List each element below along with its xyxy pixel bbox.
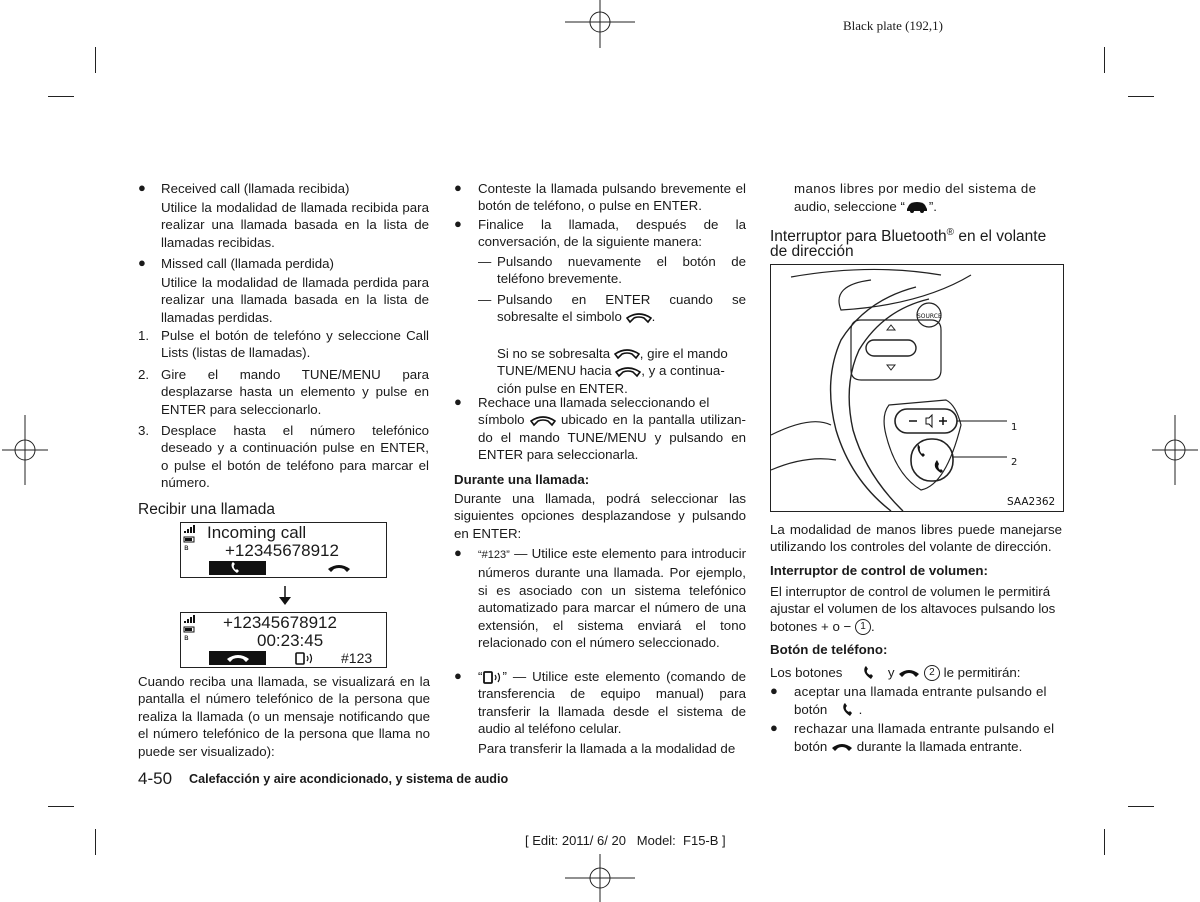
car-icon	[905, 201, 929, 213]
bullet: ●	[454, 668, 462, 683]
display-screen-incoming	[180, 522, 387, 578]
phone-buttons-text	[770, 664, 1020, 681]
end-call-option-2	[497, 291, 746, 326]
step-number: 2.	[138, 367, 150, 382]
answer-softkey	[209, 561, 266, 575]
registration-mark-right	[1150, 415, 1200, 485]
phone-hangup-icon	[614, 348, 640, 360]
registered-mark: ®	[946, 227, 955, 238]
steering-wheel-illustration	[771, 265, 1063, 511]
missed-call-body: Utilice la modalidad de llamada perdida para realizar una llamada basada en la lista de llamadas perdidas.	[161, 275, 429, 325]
bluetooth-switch-heading-line2: de dirección	[770, 243, 854, 260]
transfer-text: Para transferir la llamada a la modalidad de	[478, 741, 736, 756]
reject-text: Rechace una llamada seleccionando el	[478, 395, 710, 410]
received-call-title: Received call (llamada recibida)	[161, 181, 350, 196]
callout-2-ref: 2	[924, 665, 940, 681]
phone-button-heading: Botón de teléfono:	[770, 642, 888, 657]
reject-call-text-2	[794, 738, 1022, 755]
bullet: ●	[770, 683, 778, 698]
transfer-handset-icon	[295, 652, 315, 665]
signal-icon	[183, 525, 197, 551]
bullet: ●	[138, 255, 146, 270]
registration-mark-bottom	[565, 852, 635, 902]
volume-switch-heading: Interruptor de control de volumen:	[770, 563, 988, 578]
text: Los botones	[770, 665, 843, 680]
note-text: , y a continua-	[641, 363, 725, 379]
volume-switch-body: El interruptor de control de volumen le permitirá ajustar el volumen de los altavoces pulsando los	[770, 584, 1056, 617]
accept-call-text: aceptar una llamada entrante pulsando el	[794, 684, 1047, 699]
text: ”.	[928, 199, 937, 214]
phone-hangup-icon	[327, 563, 351, 573]
option-hash-text: — Utilice este elemento para introducir números durante una llamada. Por ejemplo, si es asociado con un sistema telefónico automatizado para marcar el número de una extensión, el sistema enviará el tono relacionado con el número seleccionado.	[478, 546, 746, 651]
figure-code: SAA2362	[1007, 496, 1056, 508]
phone-hangup-icon	[626, 312, 652, 324]
reject-text: ubicado en la pantalla utilizan-	[561, 412, 746, 428]
source-button-label: SOURCE	[917, 313, 942, 320]
volume-switch-body-2: botones + o − 1 .	[770, 619, 875, 634]
handsfree-continued: manos libres por medio del sistema de	[794, 181, 1037, 196]
bullet: ●	[454, 180, 462, 195]
registration-mark-left	[0, 415, 50, 485]
svg-text:ʙ: ʙ	[184, 633, 189, 641]
text: y	[887, 665, 895, 680]
phone-hangup-icon	[898, 668, 920, 678]
not-highlighted-note	[497, 345, 747, 397]
bullet: ●	[770, 720, 778, 735]
edit-info: [ Edit: 2011/ 6/ 20 Model: F15-B ]	[525, 833, 726, 848]
step-number: 1.	[138, 328, 150, 343]
end-call-option-1: Pulsando nuevamente el botón de teléfono brevemente.	[497, 254, 746, 287]
period: .	[651, 309, 656, 325]
screen-phone-number: +12345678912	[223, 613, 337, 632]
dash: —	[478, 292, 492, 307]
bullet: ●	[138, 180, 146, 195]
text: durante la llamada entrante.	[856, 739, 1023, 754]
step-number: 3.	[138, 423, 150, 438]
text: botón	[794, 739, 828, 754]
hash-code: “#123”	[478, 549, 510, 561]
reject-call-text: rechazar una llamada entrante pulsando el	[794, 721, 1055, 736]
option-hash	[478, 545, 746, 651]
screen-call-timer: 00:23:45	[257, 631, 324, 650]
dash: —	[478, 254, 492, 269]
heading-text: en el volante	[954, 228, 1047, 246]
screen-hash-option: #123	[341, 650, 373, 666]
text: botón	[794, 702, 828, 717]
phone-hangup-icon	[831, 742, 853, 752]
phone-answer-icon	[229, 562, 245, 574]
receive-call-body: Cuando reciba una llamada, se visualizará en la pantalla el número telefónico de la persona que realiza la llamada (o un mensaje notificando que el número telefónico de la persona que llama no puede ser visualizado):	[138, 674, 430, 759]
callout-1: 1	[1011, 422, 1018, 433]
screen-phone-number: +12345678912	[225, 541, 339, 560]
reject-text: símbolo	[478, 412, 525, 428]
text: le permitirán:	[943, 665, 1021, 680]
plate-label: Black plate (192,1)	[843, 18, 943, 33]
handsfree-text: La modalidad de manos libres puede manejarse utilizando los controles del volante de dirección.	[770, 522, 1062, 555]
end-call-option-2-text: Pulsando en ENTER cuando se sobresalte el simbolo	[497, 292, 746, 325]
heading-text: Interruptor para Bluetooth	[770, 228, 947, 246]
callout-1-ref: 1	[855, 619, 871, 635]
reject-text: do el mando TUNE/MENU y pulsando en ENTER para seleccionarla.	[478, 429, 746, 463]
text: botones + o −	[770, 619, 852, 634]
accept-call-text-2: botón .	[794, 702, 863, 717]
phone-answer-icon	[841, 703, 855, 717]
page-number: 4-50	[138, 769, 173, 788]
step-3: Desplace hasta el número telefónico deseado y a continuación pulse en ENTER, o pulse el botón de teléfono para marcar el número.	[161, 423, 429, 491]
phone-hangup-icon	[615, 366, 641, 378]
display-screen-active-call	[180, 612, 387, 668]
quote: “	[478, 669, 483, 684]
registration-mark-top	[565, 0, 635, 50]
steering-wheel-figure	[770, 264, 1064, 512]
hangup-softkey	[209, 651, 266, 665]
bullet: ●	[454, 545, 462, 560]
missed-call-title: Missed call (llamada perdida)	[161, 256, 334, 271]
section-title: Calefacción y aire acondicionado, y sistema de audio	[189, 772, 509, 786]
note-text: , gire el mando	[639, 346, 728, 361]
callout-2: 2	[1011, 457, 1018, 468]
during-call-heading: Durante una llamada:	[454, 472, 590, 487]
reject-call-text	[478, 394, 746, 464]
text: audio, seleccione “	[794, 199, 905, 214]
screen-caller-label: Incoming call	[207, 523, 307, 542]
step-2: Gire el mando TUNE/MENU para desplazarse hasta un elemento y pulse en ENTER para seleccionarlo.	[161, 367, 429, 417]
bullet: ●	[454, 394, 462, 409]
step-1: Pulse el botón de telefóno y seleccione Call Lists (listas de llamadas).	[161, 328, 429, 361]
phone-hangup-icon	[226, 653, 250, 663]
handsfree-continued-2	[794, 198, 937, 215]
note-text: ción pulse en ENTER.	[497, 380, 628, 396]
signal-icon	[183, 615, 197, 641]
down-arrow-icon	[278, 586, 292, 606]
bullet: ●	[454, 216, 462, 231]
receive-call-heading: Recibir una llamada	[138, 501, 275, 518]
phone-answer-icon	[862, 666, 876, 680]
during-call-body: Durante una llamada, podrá seleccionar las siguientes opciones desplazandose y pulsando en ENTER:	[454, 491, 746, 541]
end-call-text: Finalice la llamada, después de la conversación, de la siguiente manera:	[478, 217, 746, 250]
transfer-handset-icon	[482, 671, 502, 684]
note-text: Si no se sobresalta	[497, 346, 611, 361]
received-call-body: Utilice la modalidad de llamada recibida para realizar una llamada basada en la lista de llamadas recibidas.	[161, 200, 429, 250]
option-transfer	[478, 668, 746, 738]
phone-hangup-icon	[530, 415, 556, 427]
answer-call-text: Conteste la llamada pulsando brevemente el botón de teléfono, o pulse en ENTER.	[478, 181, 746, 214]
option-transfer-text: ” — Utilice este elemento (comando de transferencia de equipo manual) para transferir la llamada desde el sistema de audio al teléfono celular.	[478, 669, 746, 737]
svg-text:ʙ: ʙ	[184, 543, 189, 551]
note-text: TUNE/MENU hacia	[497, 363, 612, 379]
